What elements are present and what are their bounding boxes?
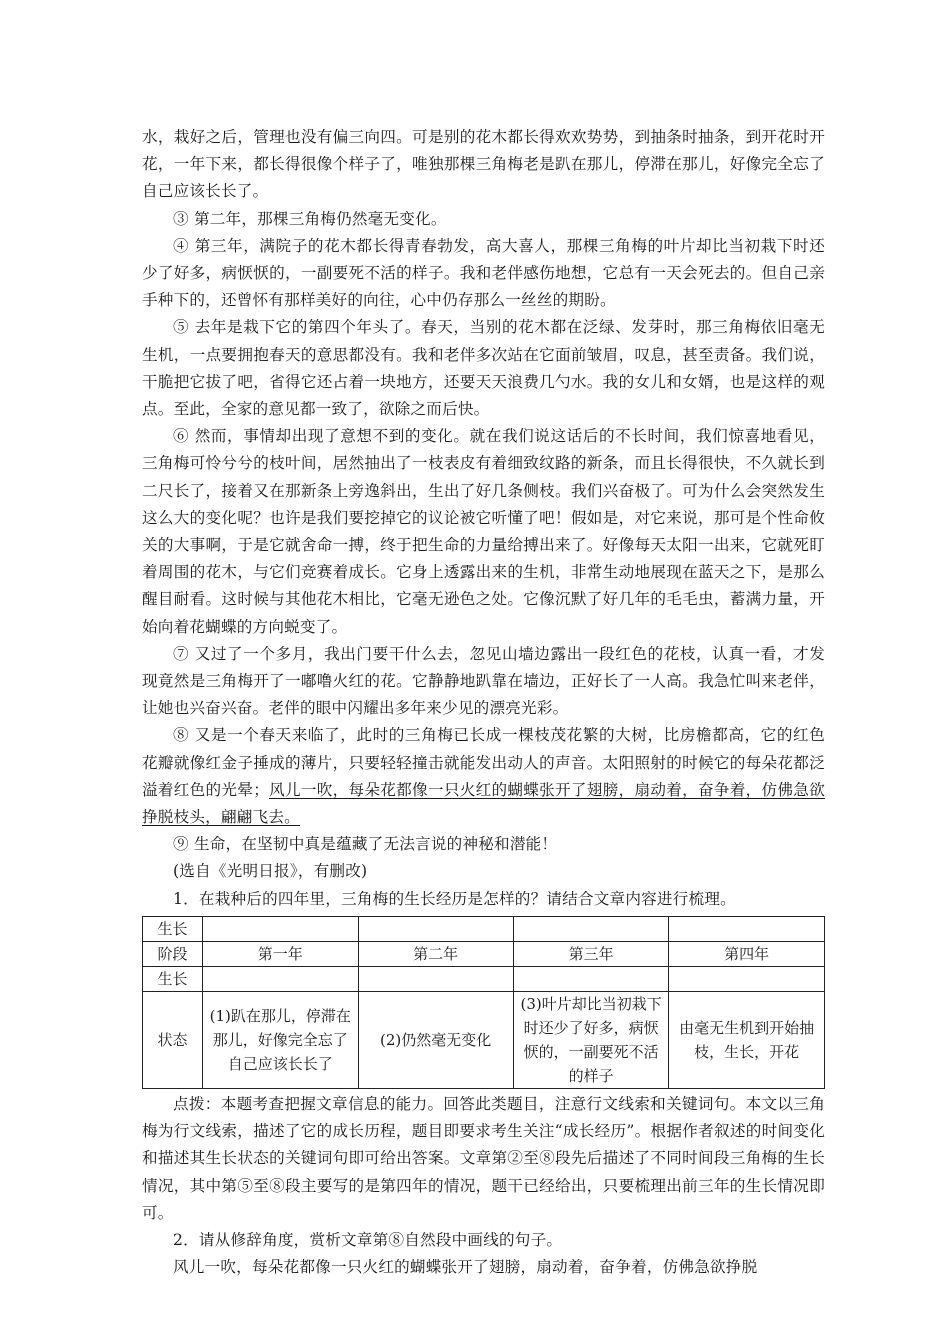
stage-label-top: 生长: [143, 916, 203, 941]
table-row: [143, 941, 825, 966]
table-row: [143, 916, 825, 941]
state-year-4: 由毫无生机到开始抽枝，生长，开花: [669, 991, 825, 1088]
analysis-1: 点拨：本题考查把握文章信息的能力。回答此类题目，注意行文线索和关键词句。本文以三角梅为行文线索，描述了它的成长历程，题目即要求考生关注“成长经历”。根据作者叙述的时间变化和描述其生长状态的关键词句即可给出答案。文章第②至⑧段先后描述了不同时间段三角梅的生长情况，其中第⑤至⑧段主要写的是第四年的情况，题干已经给出，只要梳理出前三年的生长情况即可。: [142, 1094, 825, 1222]
question-2: 2．请从修辞角度，赏析文章第⑧自然段中画线的句子。: [173, 1230, 563, 1249]
underlined-sentence: 风儿一吹，每朵花都像一只火红的蝴蝶张开了翅膀，扇动着，奋争着，仿佛急欲挣脱枝头，翩翩飞去。: [142, 780, 825, 827]
header-year-4: 第四年: [669, 941, 825, 966]
paragraph-9: ⑨ 生命，在坚韧中真是蕴藏了无法言说的神秘和潜能！: [173, 835, 558, 854]
paragraph-8: [142, 722, 825, 831]
paragraph-8-plain: ⑧ 又是一个春天来临了，此时的三角梅已长成一棵枝茂花繁的大树，比房檐都高，它的红色花瓣就像红金子捶成的薄片，只要轻轻撞击就能发出动人的声音。太阳照射的时候它的每朵花都泛溢着红色的光晕；: [142, 726, 825, 799]
table-row: [143, 966, 825, 991]
state-label-top: 生长: [143, 966, 203, 991]
paragraph-7: ⑦ 又过了一个多月，我出门要干什么去，忽见山墙边露出一段红色的花枝，认真一看，才发现竟然是三角梅开了一嘟噜火红的花。它静静地趴靠在墙边，正好长了一人高。我急忙叫来老伴，让她也兴奋兴奋。老伴的眼中闪耀出多年来少见的漂亮光彩。: [142, 644, 825, 718]
paragraph-6: ⑥ 然而，事情却出现了意想不到的变化。就在我们说这话后的不长时间，我们惊喜地看见，三角梅可怜兮兮的枝叶间，居然抽出了一枝表皮有着细致纹路的新条，而且长得很快，不久就长到二尺长了，接着又在那新条上旁逸斜出，生出了好几条侧枝。我们兴奋极了。可为什么会突然发生这么大的变化呢？也许是我们要挖掉它的议论被它听懂了吧！假如是，对它来说，那可是个性命攸关的大事啊，于是它就舍命一搏，终于把生命的力量给搏出来了。好像每天太阳一出来，它就死盯着周围的花木，与它们竞赛着成长。它身上透露出来的生机，非常生动地展现在蓝天之下，是那么醒目耐看。这时候与其他花木相比，它毫无逊色之处。它像沉默了好几年的毛毛虫，蓄满力量，开始向着花蝴蝶的方向蜕变了。: [142, 427, 825, 636]
source-note: (选自《光明日报》，有删改): [173, 862, 368, 881]
stage-label-bottom: 阶段: [143, 941, 203, 966]
paragraph-4: ④ 第三年，满院子的花木都长得青春勃发，高大喜人，那棵三角梅的叶片却比当初栽下时还少了好多，病恹恹的，一副要死不活的样子。我和老伴感伤地想，它总有一天会死去的。但自己亲手种下的，还曾怀有那样美好的向往，心中仍存那么一丝丝的期盼。: [142, 236, 825, 310]
table-row: [143, 991, 825, 1088]
state-year-1: (1)趴在那儿，停滞在那儿，好像完全忘了自己应该长长了: [202, 991, 358, 1088]
header-year-2: 第二年: [358, 941, 513, 966]
document-page: [142, 124, 825, 1281]
state-year-3: (3)叶片却比当初栽下时还少了好多，病恹恹的，一副要死不活的样子: [513, 991, 669, 1088]
paragraph-2-continued: 水，栽好之后，管理也没有偏三向四。可是别的花木都长得欢欢势势，到抽条时抽条，到开花时开花，一年下来，都长得很像个样子了，唯独那棵三角梅老是趴在那儿，停滞在那儿，好像完全忘了自己应该长长了。: [142, 128, 825, 201]
state-year-2: (2)仍然毫无变化: [358, 991, 513, 1088]
header-year-3: 第三年: [513, 941, 669, 966]
question-1: 1．在栽种后的四年里，三角梅的生长经历是怎样的？请结合文章内容进行梳理。: [173, 889, 736, 908]
header-year-1: 第一年: [202, 941, 358, 966]
answer-2: 风儿一吹，每朵花都像一只火红的蝴蝶张开了翅膀，扇动着，奋争着，仿佛急欲挣脱: [173, 1258, 758, 1277]
state-label-bottom: 状态: [143, 991, 203, 1088]
growth-table: [142, 916, 825, 1089]
paragraph-3: ③ 第二年，那棵三角梅仍然毫无变化。: [173, 209, 447, 228]
paragraph-5: ⑤ 去年是栽下它的第四个年头了。春天，当别的花木都在泛绿、发芽时，那三角梅依旧毫无生机，一点要拥抱春天的意思都没有。我和老伴多次站在它面前皱眉，叹息，甚至责备。我们说，干脆把它拔了吧，省得它还占着一块地方，还要天天浪费几勺水。我的女儿和女婿，也是这样的观点。至此，全家的意见都一致了，欲除之而后快。: [142, 318, 825, 419]
